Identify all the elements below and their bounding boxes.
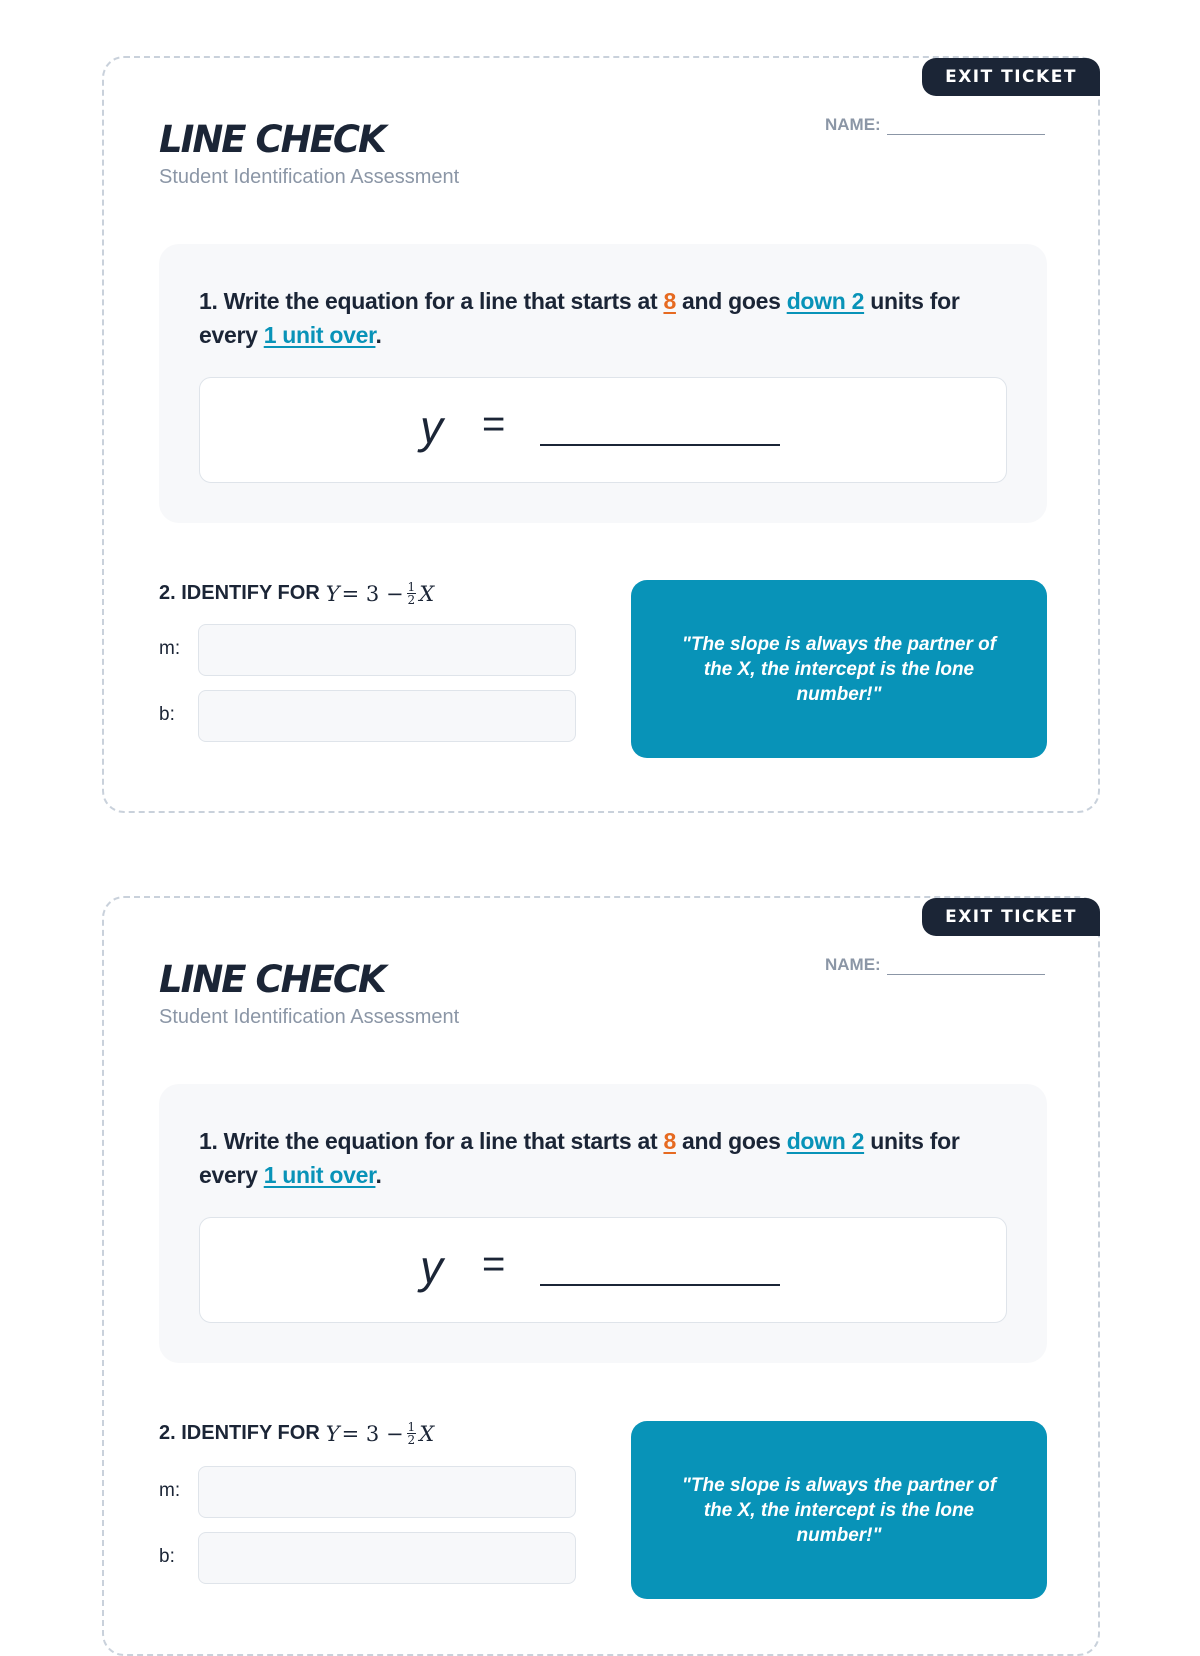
exit-ticket-badge: EXIT TICKET [922,898,1100,936]
equation-answer-box[interactable] [199,377,1007,483]
name-field-wrap [825,955,1045,975]
answer-variable: y [420,1241,443,1293]
ticket-subtitle: Student Identification Assessment [159,166,460,188]
intercept-input[interactable] [198,1532,576,1584]
fraction-denominator: 2 [407,1433,416,1447]
q1-run-text: 1 unit over [263,322,376,348]
slope-label: m: [159,638,181,659]
q2-fraction [407,1421,417,1446]
ticket-subtitle: Student Identification Assessment [159,1006,460,1028]
slope-label: m: [159,1480,181,1501]
q2-eq-lhs: Y [325,581,340,606]
question-1-text [199,284,999,352]
slope-input[interactable] [198,624,576,676]
intercept-label: b: [159,704,175,725]
q1-slope-text: down 2 [786,288,865,314]
q1-run-text: 1 unit over [263,1162,376,1188]
q2-fraction [407,581,417,606]
hint-callout: "The slope is always the partner of the X, the intercept is the lone number!" [631,1421,1047,1599]
q2-eq-mid: = 3 − [341,1421,404,1446]
q1-after-slope: units for every [199,288,960,348]
q2-eq-mid: = 3 − [341,581,404,606]
ticket-title: LINE CHECK [159,958,385,1001]
exit-ticket-badge: EXIT TICKET [922,58,1100,96]
question-1-panel [159,1084,1047,1363]
question-2-label [159,1421,434,1446]
slope-input[interactable] [198,1466,576,1518]
exit-ticket-card [102,56,1100,813]
answer-blank-line[interactable] [540,1284,780,1286]
answer-equals: = [482,1242,506,1286]
q2-eq-rhs: X [419,581,435,606]
answer-equals: = [482,402,506,446]
answer-variable: y [420,401,443,453]
q1-prefix: 1. Write the equation for a line that starts at [199,1128,664,1154]
q1-after-slope: units for every [199,1128,960,1188]
q2-eq-lhs: Y [325,1421,340,1446]
name-line[interactable] [887,120,1045,135]
q2-label-text: 2. IDENTIFY FOR [159,1422,320,1444]
fraction-numerator: 1 [407,1420,416,1434]
name-label: NAME: [825,115,881,134]
fraction-numerator: 1 [407,580,416,594]
q1-middle: and goes [675,288,787,314]
q1-suffix: . [375,1162,382,1188]
name-field-wrap [825,115,1045,135]
fraction-denominator: 2 [407,593,416,607]
equation-answer-box[interactable] [199,1217,1007,1323]
question-1-panel [159,244,1047,523]
q2-equation [326,1421,434,1446]
question-1-text [199,1124,999,1192]
name-label: NAME: [825,955,881,974]
intercept-label: b: [159,1546,175,1567]
name-line[interactable] [887,960,1045,975]
q1-middle: and goes [675,1128,787,1154]
answer-blank-line[interactable] [540,444,780,446]
q1-slope-text: down 2 [786,1128,865,1154]
q2-eq-rhs: X [419,1421,435,1446]
hint-callout: "The slope is always the partner of the X, the intercept is the lone number!" [631,580,1047,758]
q1-start-value: 8 [663,288,676,314]
question-2-label [159,581,434,606]
q2-label-text: 2. IDENTIFY FOR [159,582,320,604]
q1-start-value: 8 [663,1128,676,1154]
q1-suffix: . [375,322,382,348]
ticket-title: LINE CHECK [159,118,385,161]
intercept-input[interactable] [198,690,576,742]
q1-prefix: 1. Write the equation for a line that starts at [199,288,664,314]
q2-equation [326,581,434,606]
exit-ticket-card [102,896,1100,1656]
